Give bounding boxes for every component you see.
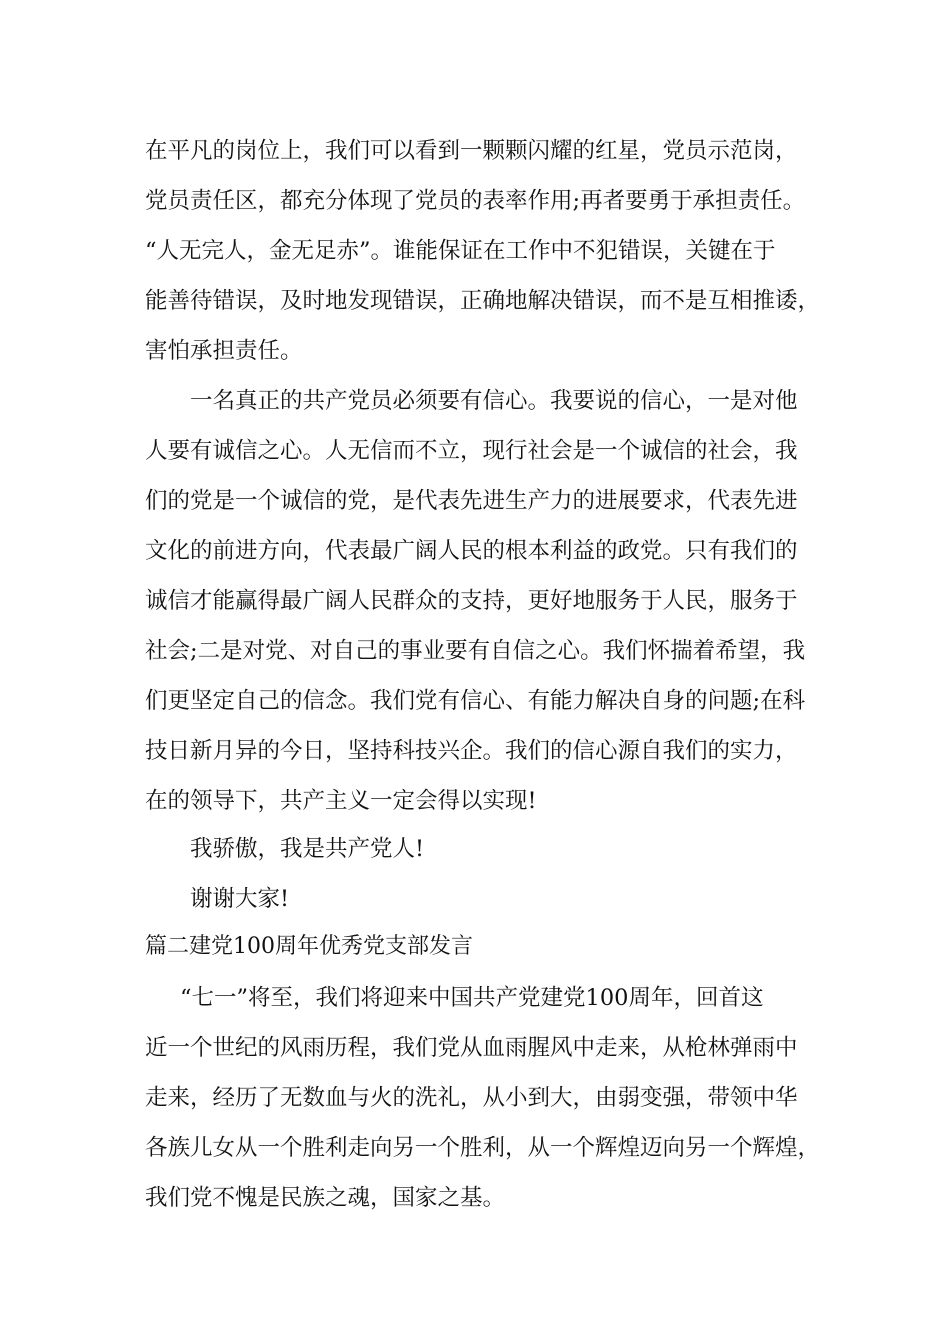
text-line: 能善待错误，及时地发现错误，正确地解决错误，而不是互相推诿， xyxy=(145,288,821,314)
text-line: 诚信才能赢得最广阔人民群众的支持，更好地服务于人民，服务于 xyxy=(145,588,798,614)
text-line: 在平凡的岗位上，我们可以看到一颗颗闪耀的红星，党员示范岗， xyxy=(145,138,798,164)
section-heading: 篇二建党100周年优秀党支部发言 xyxy=(145,934,473,959)
text-line: 害怕承担责任。 xyxy=(145,338,303,364)
text-line: “人无完人，金无足赤”。谁能保证在工作中不犯错误，关键在于 xyxy=(145,238,776,264)
text-line: 我们党不愧是民族之魂，国家之基。 xyxy=(145,1185,506,1211)
text-line: 各族儿女从一个胜利走向另一个胜利，从一个辉煌迈向另一个辉煌， xyxy=(145,1135,821,1161)
text-line: 在的领导下，共产主义一定会得以实现! xyxy=(145,788,537,814)
paragraph-start-line: 一名真正的共产党员必须要有信心。我要说的信心，一是对他 xyxy=(190,388,798,414)
paragraph-start-line: “七一”将至，我们将迎来中国共产党建党100周年，回首这 xyxy=(180,985,764,1011)
text-line: 走来，经历了无数血与火的洗礼，从小到大，由弱变强，带领中华 xyxy=(145,1085,798,1111)
text-line: 们的党是一个诚信的党，是代表先进生产力的进展要求，代表先进 xyxy=(145,488,798,514)
text-line: 人要有诚信之心。人无信而不立，现行社会是一个诚信的社会，我 xyxy=(145,438,798,464)
text-line: 近一个世纪的风雨历程，我们党从血雨腥风中走来，从枪林弹雨中 xyxy=(145,1035,798,1061)
text-line: 文化的前进方向，代表最广阔人民的根本利益的政党。只有我们的 xyxy=(145,538,798,564)
paragraph-start-line: 谢谢大家! xyxy=(190,886,290,912)
text-line: 社会;二是对党、对自己的事业要有自信之心。我们怀揣着希望，我 xyxy=(145,638,806,664)
paragraph-start-line: 我骄傲，我是共产党人! xyxy=(190,836,425,862)
text-line: 技日新月异的今日，坚持科技兴企。我们的信心源自我们的实力， xyxy=(145,738,798,764)
text-line: 党员责任区，都充分体现了党员的表率作用;再者要勇于承担责任。 xyxy=(145,188,806,214)
text-line: 们更坚定自己的信念。我们党有信心、有能力解决自身的问题;在科 xyxy=(145,688,806,714)
